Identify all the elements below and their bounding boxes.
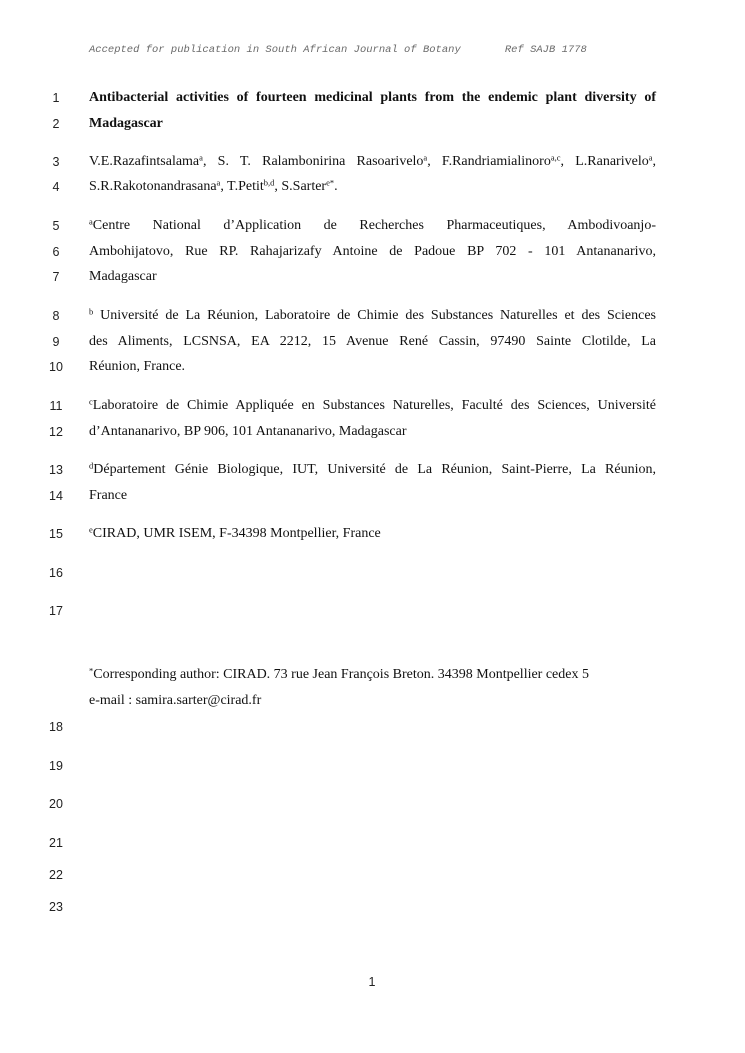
running-header <box>89 44 587 56</box>
affiliation-line: $^a$Centre National d’Application de Recherches Pharmaceutiques, Ambodivoanjo- <box>89 216 656 233</box>
affiliation-mark: e <box>89 524 93 535</box>
affiliation-line: France <box>89 488 128 503</box>
author-affiliation-mark: a,c <box>550 152 561 163</box>
line-number: 2 <box>52 117 60 131</box>
manuscript-ref: Ref SAJB 1778 <box>504 44 587 56</box>
affiliation-mark: d <box>89 460 94 471</box>
affiliation-mark: c <box>89 396 93 407</box>
author: , T.Petit <box>220 179 264 194</box>
affiliation-line: $^d$Département Génie Biologique, IUT, Université de La Réunion, Saint-Pierre, La Réunion, <box>89 460 656 477</box>
line-number: 22 <box>49 868 63 882</box>
author: , S.Sarter <box>274 179 327 194</box>
author: , L.Ranarivelo <box>560 154 649 169</box>
line-number: 11 <box>49 399 63 413</box>
affiliation-line: $^e$CIRAD, UMR ISEM, F-34398 Montpellier, France <box>89 524 381 541</box>
author: , F.Randriamialinoro <box>427 154 551 169</box>
punctuation: . <box>334 179 338 194</box>
line-number: 16 <box>49 566 63 580</box>
author-affiliation-mark: a <box>216 177 221 188</box>
affiliation-line: des Aliments, LCSNSA, EA 2212, 15 Avenue René Cassin, 97490 Sainte Clotilde, La <box>89 334 656 349</box>
journal-line: Accepted for publication in South African Journal of Botany <box>89 44 461 56</box>
author-affiliation-mark: a <box>648 152 653 163</box>
page-number: 1 <box>368 975 376 989</box>
line-number: 5 <box>52 219 60 233</box>
line-number: 3 <box>52 155 60 169</box>
author-list-line <box>89 152 656 172</box>
line-number: 14 <box>49 489 63 503</box>
author-affiliation-mark: a <box>199 152 203 163</box>
line-number: 20 <box>49 797 63 811</box>
affiliation-line: d’Antananarivo, BP 906, 101 Antananarivo, Madagascar <box>89 424 407 439</box>
corresponding-mark: * <box>89 665 94 676</box>
line-number: 1 <box>52 91 60 105</box>
line-number: 12 <box>49 425 63 439</box>
affiliation-mark: b <box>89 306 94 317</box>
author-affiliation-mark: b,d <box>263 177 275 188</box>
line-number: 8 <box>52 309 60 323</box>
line-number: 7 <box>52 270 60 284</box>
line-number: 15 <box>49 527 63 541</box>
line-number: 19 <box>49 759 63 773</box>
corresponding-author: *Corresponding author: CIRAD. 73 rue Jean François Breton. 34398 Montpellier cedex 5 <box>89 665 589 682</box>
affiliation-line: Ambohijatovo, Rue RP. Rahajarizafy Antoine de Padoue BP 702 - 101 Antananarivo, <box>89 244 656 259</box>
line-number: 9 <box>52 335 60 349</box>
paper-title-line: Antibacterial activities of fourteen medicinal plants from the endemic plant diversity of <box>89 90 656 105</box>
punctuation: , <box>652 154 656 169</box>
line-number: 17 <box>49 604 63 618</box>
corresponding-email: e-mail : samira.sarter@cirad.fr <box>89 693 262 708</box>
affiliation-mark: a <box>89 216 93 227</box>
line-number: 6 <box>52 245 60 259</box>
author-affiliation-mark: e* <box>326 177 335 188</box>
author: V.E.Razafintsalama <box>89 154 200 169</box>
line-number: 18 <box>49 720 63 734</box>
author-affiliation-mark: a <box>423 152 428 163</box>
line-number: 23 <box>49 900 63 914</box>
paper-title-line: Madagascar <box>89 116 163 131</box>
author: S.R.Rakotonandrasana <box>89 179 217 194</box>
affiliation-line: Réunion, France. <box>89 359 186 374</box>
line-number: 4 <box>52 180 60 194</box>
line-number: 10 <box>49 360 63 374</box>
affiliation-line: $^b$ Université de La Réunion, Laboratoire de Chimie des Substances Naturelles et des Sciences <box>89 306 656 323</box>
affiliation-line: $^c$Laboratoire de Chimie Appliquée en Substances Naturelles, Faculté des Sciences, Université <box>89 396 656 413</box>
line-number: 13 <box>49 463 63 477</box>
author-list-line <box>89 177 656 197</box>
author: , S. T. Ralambonirina Rasoarivelo <box>202 154 424 169</box>
affiliation-line: Madagascar <box>89 269 157 284</box>
line-number: 21 <box>49 836 63 850</box>
